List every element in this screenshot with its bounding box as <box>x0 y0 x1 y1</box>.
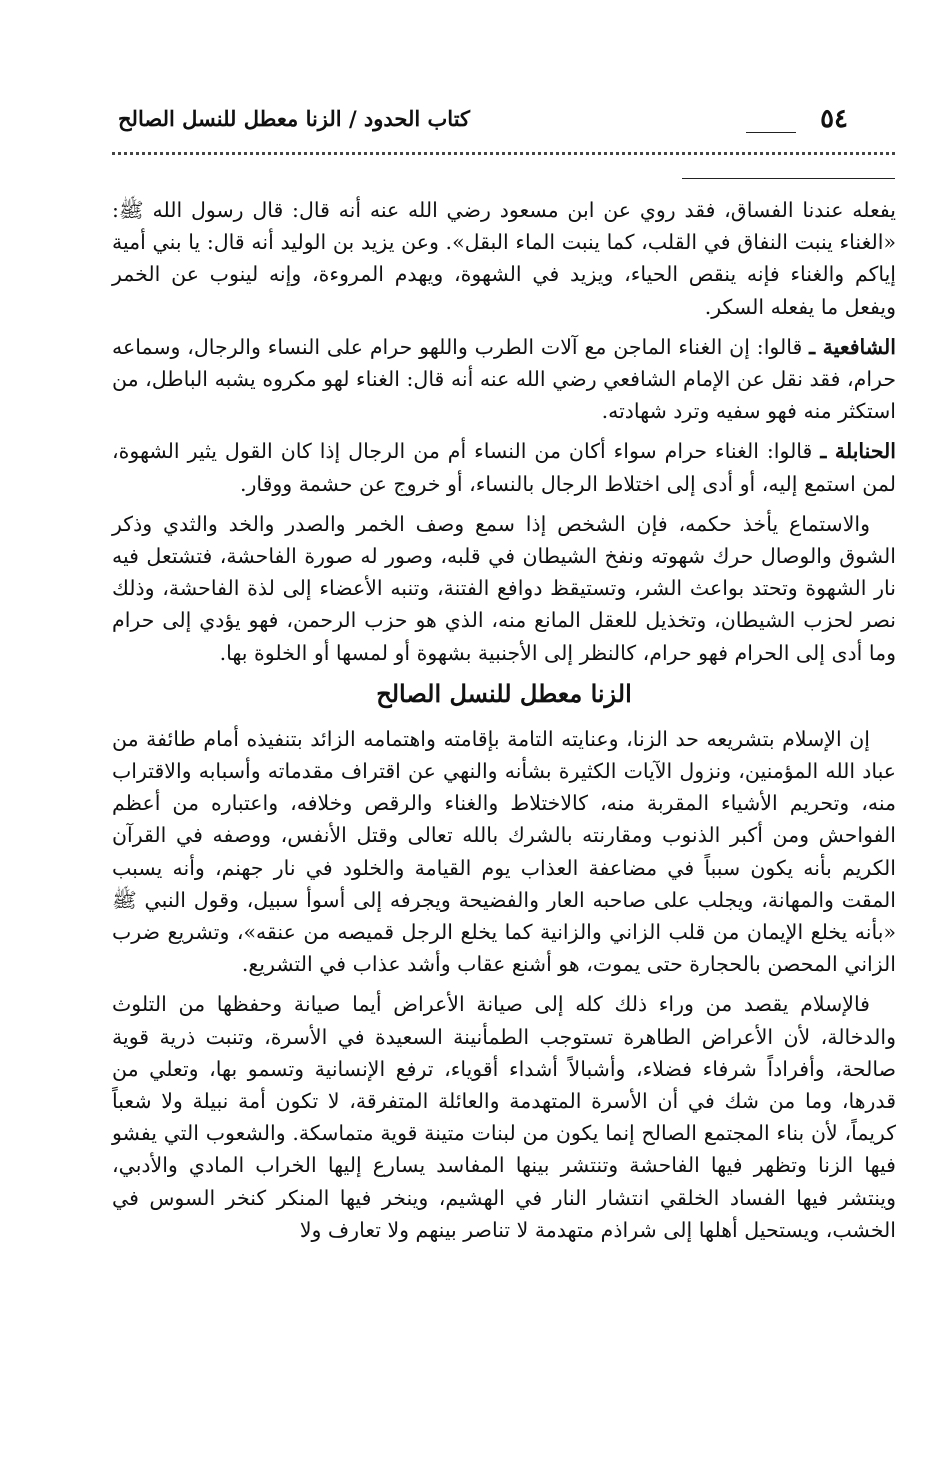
dotted-divider <box>112 152 895 155</box>
header-rule <box>746 132 796 133</box>
page-header <box>118 104 848 140</box>
paragraph-text: قالوا: الغناء حرام سواء أكان من النساء أم من الرجال إذا كان القول يثير الشهوة، لمن استمع إليه، أو أدى إلى اختلاط الرجال بالنساء، أو خروج عن حشمة ووقار. <box>112 439 896 496</box>
paragraph-lead: الحنابلة ـ <box>820 439 897 464</box>
short-rule <box>682 178 895 179</box>
paragraph-lead: الشافعية ـ <box>809 334 896 359</box>
section-heading: الزنا معطل للنسل الصالح <box>376 678 632 708</box>
running-title: كتاب الحدود / الزنا معطل للنسل الصالح <box>118 106 471 131</box>
page-body <box>112 194 896 1254</box>
paragraph-shafii <box>112 331 896 428</box>
paragraph-purpose: فالإسلام يقصد من وراء ذلك كله إلى صيانة الأعراض أيما صيانة وحفظها من التلوث والدخالة، لأن الأعراض الطاهرة تستوجب الطمأنينة السعيدة في الأسرة، وتنبت ذرية قوية صالحة، وأفراداً شرفاء فضلاء، وأشبالاً أشداء أقوياء، ترفع الإنسانية وتسمو بها، وتعلي من قدرها، وما من شك في أن الأسرة المتهدمة والعائلة المتفرقة، لا تكون أمة نبيلة ولا شعباً كريماً، لأن بناء المجتمع الصالح إنما يكون من لبنات متينة قوية متماسكة. والشعوب التي يفشو فيها الزنا وتظهر فيها الفاحشة وتنتشر بينها المفاسد يسارع إليها الخراب المادي والأدبي، وينتشر فيها الفساد الخلقي انتشار النار في الهشيم، وينخر فيها المنكر كنخر السوس في الخشب، ويستحيل أهلها إلى شراذم متهدمة لا تناصر بينهم ولا تعارف ولا <box>112 992 896 1242</box>
paragraph-hanbali <box>112 435 896 499</box>
paragraph-islam: إن الإسلام بتشريعه حد الزنا، وعنايته التامة بإقامته واهتمامه الزائد بتنفيذه أمام طائفة من عباد الله المؤمنين، ونزول الآيات الكثيرة بشأنه والنهي عن اقتراف مقدماته وأسبابه والاقتراب منه، وتحريم الأشياء المقربة منه، كالاختلاط والغناء والرقص وخلافه، واعتباره من أعظم الفواحش ومن أكبر الذنوب ومقارنته بالشرك بالله تعالى وقتل الأنفس، ووصفه في القرآن الكريم بأنه يكون سبباً في مضاعفة العذاب يوم القيامة والخلود في نار جهنم، وأنه يسبب المقت والمهانة، ويجلب على صاحبه العار والفضيحة ويجرفه إلى أسوأ سبيل، وقول النبي ﷺ «بأنه يخلع الإيمان من قلب الزاني والزانية كما يخلع الرجل قميصه من عنقه»، وتشريع ضرب الزاني المحصن بالحجارة حتى يموت، هو أشنع عقاب وأشد عذاب في التشريع. <box>112 726 896 977</box>
page-number: ٥٤ <box>820 104 848 134</box>
paragraph-text: قالوا: إن الغناء الماجن مع آلات الطرب واللهو حرام على النساء والرجال، وسماعه حرام، فقد نقل عن الإمام الشافعي رضي الله عنه أنه قال: الغناء لهو مكروه يشبه الباطل، من استكثر منه فهو سفيه وترد شهادته. <box>112 334 896 424</box>
paragraph-1: يفعله عندنا الفساق، فقد روي عن ابن مسعود رضي الله عنه أنه قال: قال رسول الله ﷺ: «الغناء ينبت النفاق في القلب، كما ينبت الماء البقل». وعن يزيد بن الوليد أنه قال: يا بني أمية إياكم والغناء فإنه ينقص الحياء، ويزيد في الشهوة، ويهدم المروءة، وإنه لينوب عن الخمر ويفعل ما يفعله السكر. <box>112 198 896 319</box>
paragraph-listening: والاستماع يأخذ حكمه، فإن الشخص إذا سمع وصف الخمر والصدر والخد والثدي وذكر الشوق والوصال حرك شهوته ونفخ الشيطان في قلبه، وصور له صورة الفاحشة، فتشتعل فيه نار الشهوة وتحتد بواعث الشر، وتستيقظ دوافع الفتنة، وتنبه الأعضاء إلى لذة الفاحشة، وذلك نصر لحزب الشيطان، وتخذيل للعقل المانع منه، الذي هو حزب الرحمن، فهو يؤدي إلى حرام وما أدى إلى الحرام فهو حرام، كالنظر إلى الأجنبية بشهوة أو لمسها أو الخلوة بها. <box>112 511 896 665</box>
